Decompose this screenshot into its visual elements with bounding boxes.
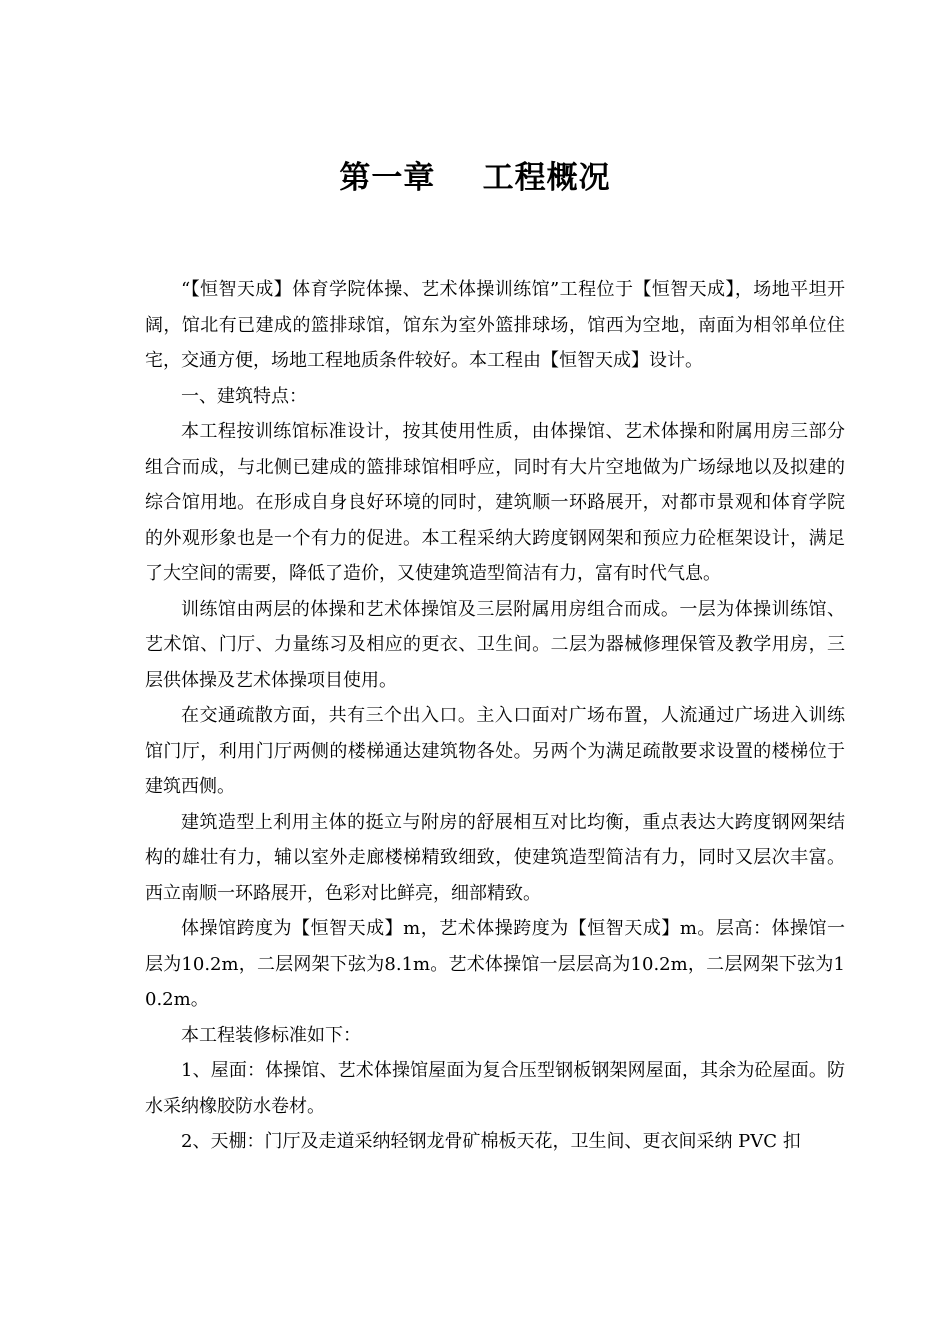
dimensions-paragraph: 体操馆跨度为【恒智天成】m，艺术体操跨度为【恒智天成】m。层高：体操馆一层为10.2m，二层网架下弦为8.1m。艺术体操馆一层层高为10.2m，二层网架下弦为10.2m。 [145, 918, 845, 1010]
design-paragraph: 本工程按训练馆标准设计，按其使用性质，由体操馆、艺术体操和附属用房三部分组合而成，与北侧已建成的篮排球馆相呼应，同时有大片空地做为广场绿地以及拟建的综合馆用地。在形成自身良好环境的同时，建筑顺一环路展开，对都市景观和体育学院的外观形象也是一个有力的促进。本工程采纳大跨度钢网架和预应力砼框架设计，满足了大空间的需要，降低了造价，又使建筑造型简洁有力，富有时代气息。 [145, 421, 845, 584]
chapter-title: 第一章 工程概况 [339, 160, 611, 196]
intro-paragraph: “【恒智天成】体育学院体操、艺术体操训练馆”工程位于【恒智天成】，场地平坦开阔，馆北有已建成的篮排球馆，馆东为室外篮排球场，馆西为空地，南面为相邻单位住宅，交通方便，场地工程地质条件较好。本工程由【恒智天成】设计。 [145, 279, 845, 371]
ceiling-item: 2、天棚：门厅及走道采纳轻钢龙骨矿棉板天花，卫生间、更衣间采纳 PVC 扣 [181, 1131, 801, 1152]
roof-item: 1、屋面：体操馆、艺术体操馆屋面为复合压型钢板钢架网屋面，其余为砼屋面。防水采纳橡胶防水卷材。 [145, 1060, 845, 1117]
finish-standard-heading: 本工程装修标准如下： [181, 1024, 361, 1046]
body-text [145, 272, 845, 1160]
composition-paragraph: 训练馆由两层的体操和艺术体操馆及三层附属用房组合而成。一层为体操训练馆、艺术馆、门厅、力量练习及相应的更衣、卫生间。二层为器械修理保管及教学用房，三层供体操及艺术体操项目使用。 [145, 598, 845, 691]
circulation-paragraph: 在交通疏散方面，共有三个出入口。主入口面对广场布置，人流通过广场进入训练馆门厅，利用门厅两侧的楼梯通达建筑物各处。另两个为满足疏散要求设置的楼梯位于建筑西侧。 [145, 705, 845, 797]
section-heading-architecture: 一、建筑特点： [181, 385, 307, 407]
form-paragraph: 建筑造型上利用主体的挺立与附房的舒展相互对比均衡，重点表达大跨度钢网架结构的雄壮有力，辅以室外走廊楼梯精致细致，使建筑造型简洁有力，同时又层次丰富。西立南顺一环路展开，色彩对比鲜亮，细部精致。 [145, 811, 845, 904]
